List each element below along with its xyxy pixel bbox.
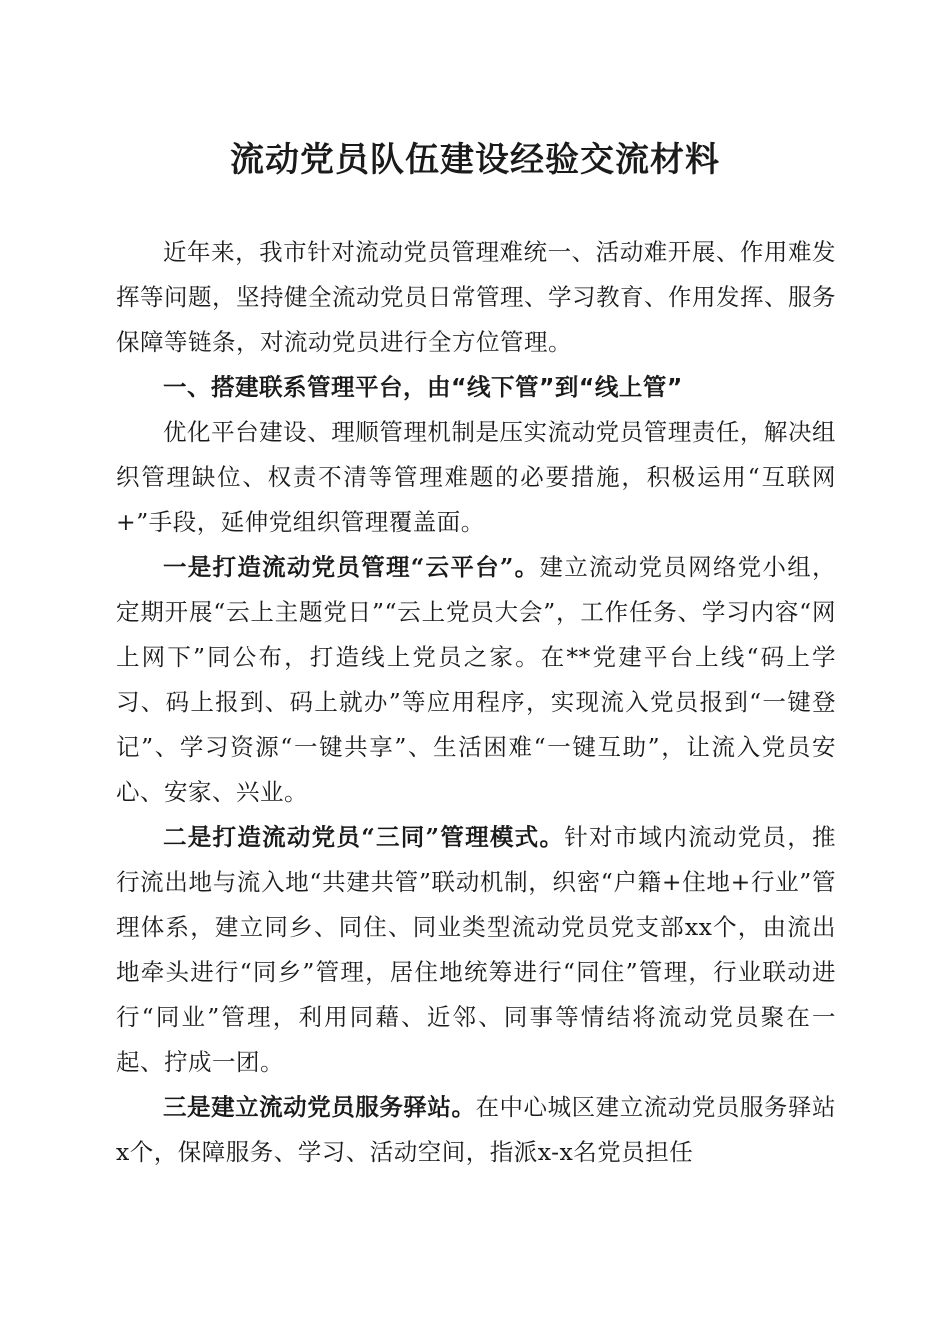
document-body: [116, 230, 836, 1175]
section-overview-paragraph: 优化平台建设、理顺管理机制是压实流动党员管理责任，解决组织管理缺位、权责不清等管理难题的必要措施，积极运用“互联网+”手段，延伸党组织管理覆盖面。: [116, 418, 836, 536]
item-3-paragraph: [116, 1085, 836, 1175]
item-2-paragraph: [116, 815, 836, 1085]
document-title: 流动党员队伍建设经验交流材料: [230, 140, 720, 180]
item-1-paragraph: [116, 545, 836, 815]
item-1-lead: 一是打造流动党员管理“云平台”。: [163, 553, 540, 581]
section-heading: 一、搭建联系管理平台，由“线下管”到“线上管”: [163, 373, 683, 401]
item-2-text: 针对市域内流动党员，推行流出地与流入地“共建共管”联动机制，织密“户籍+住地+行业”管理体系，建立同乡、同住、同业类型流动党员党支部xx个，由流出地牵头进行“同乡”管理，居住地统筹进行“同住”管理，行业联动进行“同业”管理，利用同藉、近邻、同事等情结将流动党员聚在一起、拧成一团。: [116, 823, 836, 1076]
intro-paragraph: 近年来，我市针对流动党员管理难统一、活动难开展、作用难发挥等问题，坚持健全流动党员日常管理、学习教育、作用发挥、服务保障等链条，对流动党员进行全方位管理。: [116, 238, 836, 356]
item-3-text: 在中心城区建立流动党员服务驿站x个，保障服务、学习、活动空间，指派x-x名党员担任: [116, 1093, 837, 1166]
item-3-lead: 三是建立流动党员服务驿站。: [163, 1093, 476, 1121]
item-1-text: 建立流动党员网络党小组，定期开展“云上主题党日”“云上党员大会”，工作任务、学习内容“网上网下”同公布，打造线上党员之家。在**党建平台上线“码上学习、码上报到、码上就办”等应用程序，实现流入党员报到“一键登记”、学习资源“一键共享”、生活困难“一键互助”，让流入党员安心、安家、兴业。: [116, 553, 836, 806]
item-2-lead: 二是打造流动党员“三同”管理模式。: [163, 823, 565, 851]
